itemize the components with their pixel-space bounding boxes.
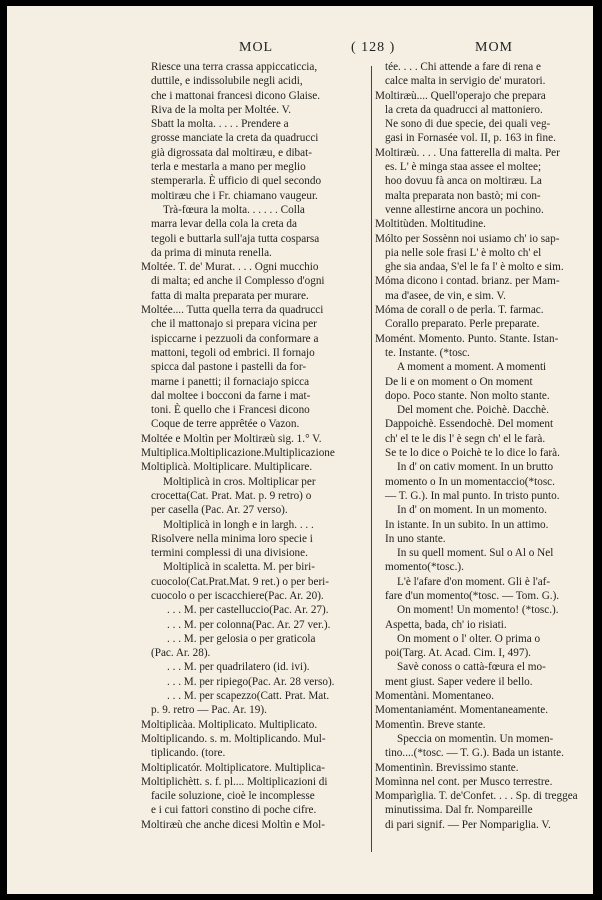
text-line: che il mattonajo si prepara vicina per [151, 318, 317, 331]
text-line: Moltiplicà in longh e in largh. . . . [163, 518, 314, 531]
text-line: Multiplica.Moltiplicazione.Multiplicazione [141, 447, 335, 460]
text-line: dopo. Poco stante. Non molto stante. [385, 389, 550, 402]
text-line: fare d'un momento(*tosc. — Tom. G.). [385, 589, 560, 602]
text-line: Dappoichè. Essendochè. Del moment [385, 418, 554, 431]
text-line: di pari signif. — Per Nompariglia. V. [385, 818, 551, 831]
text-line: mattoni, tegoli od embrici. Il fornajo [151, 346, 315, 359]
text-line: dal moltee i bocconi da farne i mat- [151, 389, 311, 402]
page-number: ( 128 ) [351, 40, 396, 55]
text-line: es. L' è minga staa assee el moltee; [385, 161, 542, 174]
column-divider [371, 66, 372, 852]
text-line: cuocolo o per iscacchiere(Pac. Ar. 20). [151, 589, 324, 602]
header-right-word: MOM [475, 40, 514, 55]
text-line: Aspetta, bada, ch' io risiati. [385, 618, 507, 631]
text-line: Coque de terre apprêtée o Vazon. [151, 418, 300, 431]
text-line: calce malta in servigio de' muratori. [385, 75, 546, 88]
text-line: In d' on cativ moment. In un brutto [397, 461, 554, 474]
text-line: gasi in Fornasée vol. II, p. 163 in fine. [385, 132, 556, 145]
text-line: Moltiplicando. s. m. Moltiplicando. Mul- [141, 732, 326, 745]
text-line: Corallo preparato. Perle preparate. [385, 318, 540, 331]
text-line: tino....(*tosc. — T. G.). Bada un istante. [385, 747, 564, 760]
left-column [141, 60, 366, 832]
text-line: De li e on moment o On moment [385, 375, 533, 388]
text-line: — T. G.). In mal punto. In tristo punto. [385, 489, 560, 502]
text-line: Momentinìn. Brevissimo stante. [375, 761, 519, 774]
text-line: stemperarla. È ufficio di quel secondo [151, 175, 322, 188]
text-line: la creta da quadrucci al mattoniero. [385, 103, 543, 116]
text-line: marra levar della cola la creta da [151, 218, 297, 231]
text-line: Móma de corall o de perla. T. farmac. [375, 304, 544, 317]
text-line: crocetta(Cat. Prat. Mat. p. 9 retro) o [151, 489, 312, 502]
text-line: ment giust. Saper vedere il bello. [385, 675, 533, 688]
text-line: venne allestirne ancora un pochino. [385, 203, 544, 216]
text-line: Moltiræù.... Quell'operajo che prepara [375, 89, 546, 102]
text-line: Trà-fœura la molta. . . . . . Colla [163, 203, 305, 216]
text-line: ghe sia andaa, S'el le fa l' è molto e sim. [385, 261, 564, 274]
text-line: facile soluzione, cioè le incomplesse [151, 790, 315, 803]
text-line: Moltiplichètt. s. f. pl.... Moltiplicazioni di [141, 775, 328, 788]
text-line: In d' on moment. In un momento. [397, 504, 547, 517]
text-line: In uno stante. [385, 532, 446, 545]
text-line: poi(Targ. At. Acad. Cim. I, 497). [385, 647, 531, 660]
text-line: marne i panetti; il fornaciajo spicca [151, 375, 310, 388]
text-line: On moment! Un momento! (*tosc.). [397, 604, 559, 617]
text-line: pia nelle sole frasi L' è molto ch' el [385, 246, 542, 259]
text-line: In istante. In un subito. In un attimo. [385, 518, 549, 531]
text-line: tée. . . . Chi attende a fare di rena e [385, 61, 541, 73]
text-line: terla e mestarla a mano per meglio [151, 161, 306, 174]
text-line: In su quell moment. Sul o Al o Nel [397, 547, 554, 560]
text-line: Momìnna nel cont. per Musco terrestre. [375, 775, 553, 788]
text-line: Momént. Momento. Punto. Stante. Istan- [375, 332, 559, 345]
text-line: . . . M. per colonna(Pac. Ar. 27 ver.). [167, 618, 331, 631]
text-line: Momentaniamént. Momentaneamente. [375, 704, 549, 717]
right-column [375, 60, 591, 832]
text-line: Ne sono di due specie, dei quali veg- [385, 118, 551, 131]
text-line: . . . M. per scapezzo(Catt. Prat. Mat. [167, 690, 330, 703]
text-line: Moltiplicà. Moltiplicare. Multiplicare. [141, 461, 313, 474]
text-line: tegoli e buttarla sull'aja tutta cosparsa [151, 232, 320, 245]
text-line: . . . M. per gelosia o per graticola [167, 632, 316, 645]
text-line: Riesce una terra crassa appiccaticcia, [151, 61, 318, 73]
text-line: spicca dal pastone i pastelli da for- [151, 361, 307, 374]
text-line: Moltitùden. Moltitudine. [375, 218, 486, 231]
text-line: minutissima. Dal fr. Nompareille [385, 804, 533, 817]
text-line: momento o In un momentaccio(*tosc. [385, 475, 555, 488]
text-line: da prima di minuta renella. [151, 246, 272, 259]
text-line: tiplicando. (tore. [151, 747, 226, 760]
text-line: . . . M. per castelluccio(Pac. Ar. 27). [167, 604, 329, 617]
text-line: Moltiplicà in scaletta. M. per biri- [163, 561, 315, 574]
text-line: per casella (Pac. Ar. 27 verso). [151, 504, 288, 517]
text-line: ch' el te le dis l' è segn ch' el le farà. [385, 432, 546, 445]
text-line: . . . M. per ripiego(Pac. Ar. 28 verso). [167, 675, 335, 688]
text-line: Se te lo dice o Poichè te lo dice lo farà. [385, 447, 560, 460]
text-line: A moment a moment. A momenti [397, 361, 547, 374]
text-line: Moltiplicatór. Moltiplicatore. Multiplica- [141, 761, 325, 774]
text-line: Momentàni. Momentaneo. [375, 690, 494, 703]
text-line: momento(*tosc.). [385, 561, 464, 574]
text-line: p. 9. retro — Pac. Ar. 19). [151, 704, 267, 717]
text-line: Moltiplicà in cros. Moltiplicar per [163, 475, 316, 488]
text-line: cuocolo(Cat.Prat.Mat. 9 ret.) o per beri- [151, 575, 330, 588]
text-line: On moment o l' olter. O prima o [397, 632, 541, 645]
text-line: che i mattonai francesi dicono Glaise. [151, 89, 320, 102]
text-line: Moltiræù che anche dicesi Moltìn e Mol- [141, 818, 325, 831]
text-line: te. Instante. (*tosc. [385, 346, 470, 359]
text-line: Mólto per Sossènn noi usiamo ch' io sap- [375, 232, 560, 245]
text-line: malta preparata non bastò; mi con- [385, 189, 541, 202]
text-line: già digrossata dal moltiræu, e dibat- [151, 146, 312, 159]
text-line: Moltiplicàa. Moltiplicato. Multiplicato. [141, 718, 318, 731]
text-line: termini complessi di una divisione. [151, 547, 308, 560]
text-line: duttile, e indissolubile negli acidi, [151, 75, 303, 88]
text-line: Risolvere nella minima loro specie i [151, 532, 313, 545]
text-line: L'è l'afare d'on moment. Gli è l'af- [397, 575, 551, 588]
text-line: toni. È quello che i Francesi dicono [151, 404, 310, 417]
text-line: . . . M. per quadrilatero (id. ivi). [167, 661, 310, 674]
text-line: Speccia on momentìn. Un momen- [397, 732, 554, 745]
text-line: fatta di malta preparata per murare. [151, 289, 309, 302]
text-line: hoo dovuu fà anca on moltiræu. La [385, 175, 542, 188]
text-line: Sbatt la molta. . . . . Prendere a [151, 118, 289, 131]
text-line: Momentìn. Breve stante. [375, 718, 486, 731]
text-line: Moltée.... Tutta quella terra da quadrucci [141, 304, 324, 317]
running-header [7, 40, 593, 60]
text-line: Riva de la molta per Moltée. V. [151, 103, 292, 116]
text-line: Moltiræù. . . . Una fatterella di malta. Per [375, 146, 560, 159]
header-left-word: MOL [239, 40, 274, 55]
text-line: Del moment che. Poichè. Dacchè. [397, 404, 549, 417]
text-line: ispiccarne i pezzuoli da conformare a [151, 332, 319, 345]
text-line: (Pac. Ar. 28). [151, 647, 211, 660]
dictionary-page [7, 6, 593, 894]
text-line: di malta; ed anche il Complesso d'ogni [151, 275, 325, 288]
text-line: Moltée. T. de' Murat. . . . Ogni mucchio [141, 261, 319, 274]
text-line: grosse manciate la creta da quadrucci [151, 132, 319, 145]
text-line: ma d'asee, de vin, e sim. V. [385, 289, 506, 302]
text-line: Momparìglia. T. de'Confet. . . . Sp. di treggea [375, 790, 578, 803]
text-line: e i cui fattori constino di poche cifre. [151, 804, 317, 817]
text-line: Móma dicono i contad. brianz. per Mam- [375, 275, 560, 288]
text-line: Moltée e Moltìn per Moltiræù sig. 1.° V. [141, 432, 322, 445]
text-line: moltiræu che i Fr. chiamano vaugeur. [151, 189, 318, 202]
text-line: Savè conoss o cattà-fœura el mo- [397, 661, 546, 674]
